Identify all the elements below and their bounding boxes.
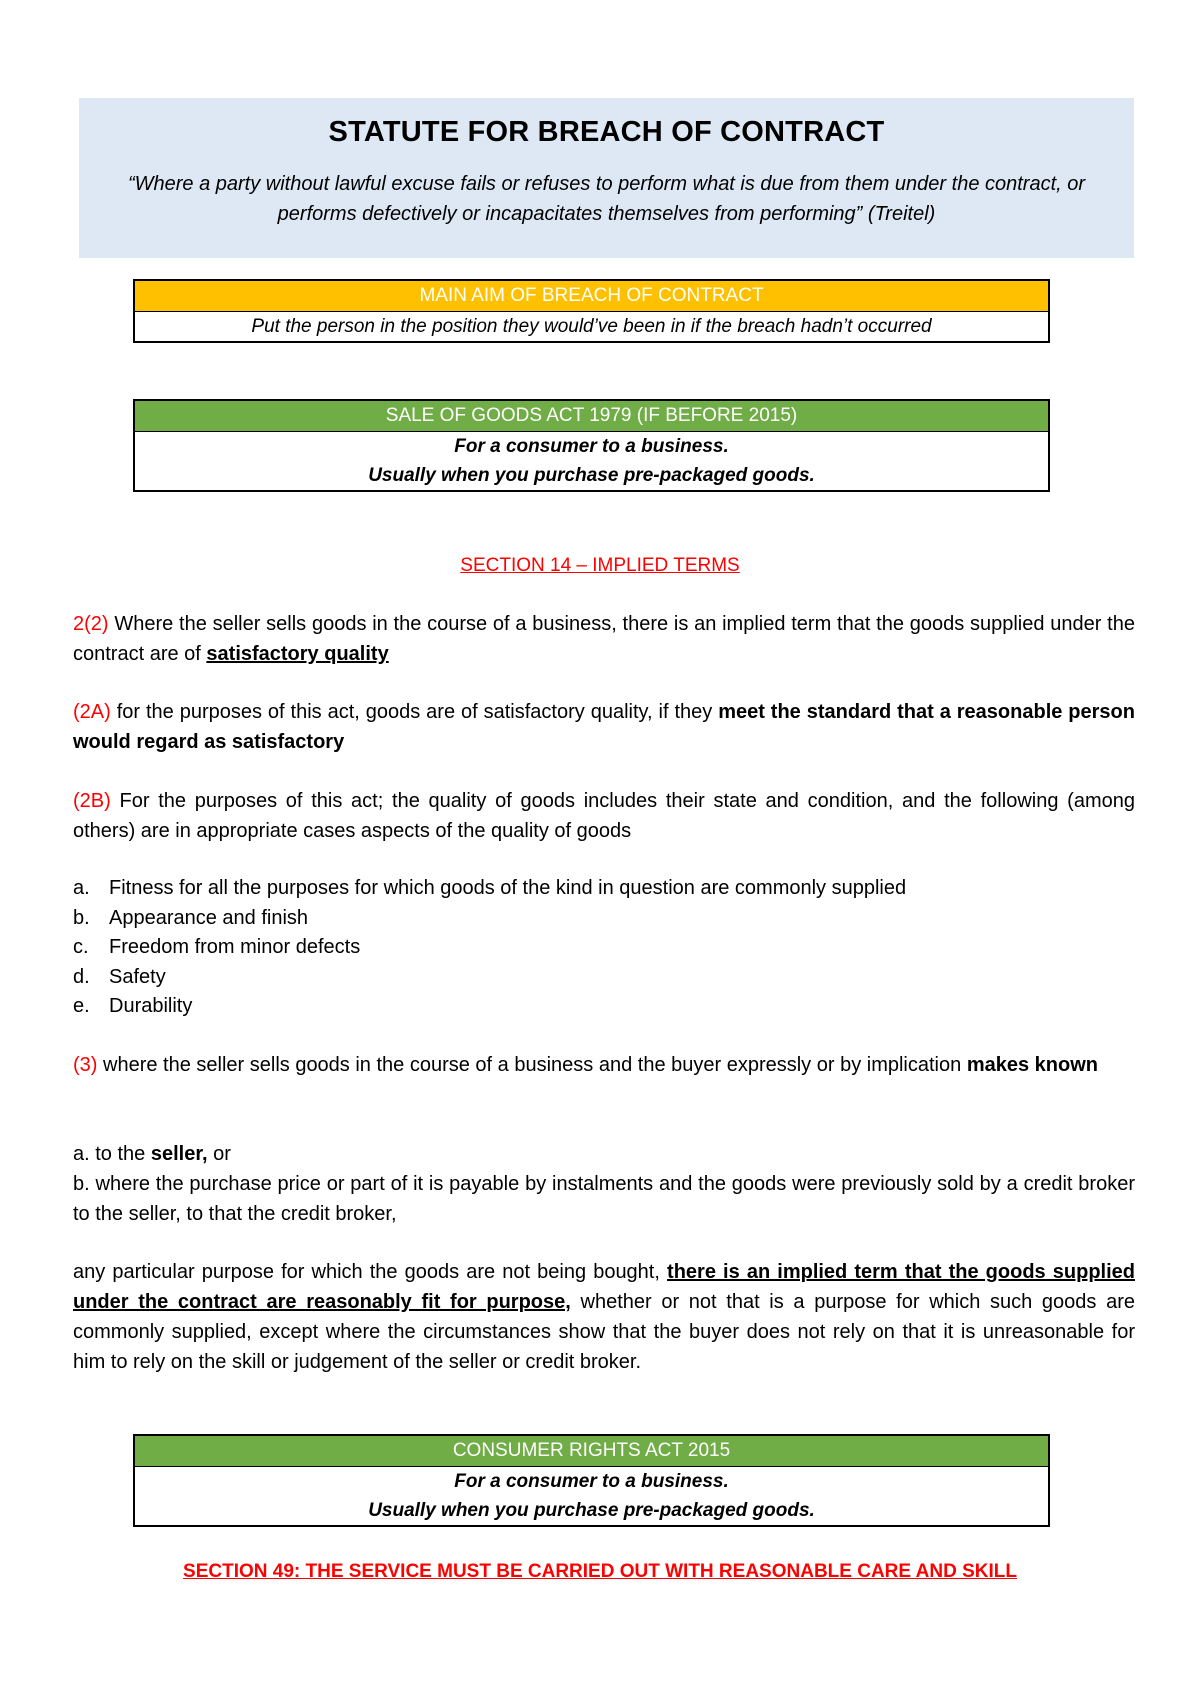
quality-aspects-list bbox=[73, 874, 1135, 1022]
sub-item-b: b. where the purchase price or part of it is payable by instalments and the goods were previously sold by a credit broker to the seller, to that the credit broker, bbox=[73, 1173, 1135, 1225]
para-2b bbox=[73, 786, 1135, 846]
main-aim-heading: MAIN AIM OF BREACH OF CONTRACT bbox=[135, 281, 1048, 312]
treitel-quote: “Where a party without lawful excuse fails or refuses to perform what is due from them under the contract, or performs defectively or incapacitates themselves from performing” (Treitel) bbox=[127, 173, 1086, 225]
para-2a-text: for the purposes of this act, goods are of satisfactory quality, if they bbox=[110, 701, 719, 723]
para-3-text: where the seller sells goods in the course of a business and the buyer expressly or by implication bbox=[97, 1054, 967, 1076]
main-aim-body: Put the person in the position they would’ve been in if the breach hadn’t occurred bbox=[251, 316, 932, 337]
sale-of-goods-heading: SALE OF GOODS ACT 1979 (IF BEFORE 2015) bbox=[135, 401, 1048, 432]
para-2a-number: (2A) bbox=[73, 701, 111, 723]
para-3-emphasis: makes known bbox=[966, 1054, 1098, 1076]
section14-heading: SECTION 14 – IMPLIED TERMS bbox=[460, 555, 740, 576]
para-3 bbox=[73, 1050, 1135, 1080]
consumer-rights-line1: For a consumer to a business. bbox=[454, 1471, 729, 1492]
document-title: STATUTE FOR BREACH OF CONTRACT bbox=[328, 116, 885, 148]
para-2b-text: For the purposes of this act; the quality of goods includes their state and condition, and the following (among others) are in appropriate cases aspects of the quality of goods bbox=[73, 790, 1135, 842]
sale-of-goods-table bbox=[133, 399, 1050, 492]
para-2a bbox=[73, 697, 1135, 757]
para-3-number: (3) bbox=[73, 1054, 98, 1076]
sale-of-goods-line2: Usually when you purchase pre-packaged goods. bbox=[368, 465, 815, 486]
consumer-rights-table bbox=[133, 1434, 1050, 1527]
header-box bbox=[79, 98, 1134, 258]
para-2-2-text: Where the seller sells goods in the course of a business, there is an implied term that the goods supplied under the contract are of bbox=[73, 613, 1135, 665]
para-2-2-number: 2(2) bbox=[73, 613, 109, 635]
list-item: c. Freedom from minor defects bbox=[73, 936, 361, 958]
main-aim-table bbox=[133, 279, 1050, 343]
para-2b-number: (2B) bbox=[73, 790, 111, 812]
final-paragraph-emphasis: there is an implied term that the goods supplied under the contract are reasonably fit for purpose, bbox=[73, 1261, 1135, 1313]
list-item: d. Safety bbox=[73, 965, 166, 988]
list-item: b. Appearance and finish bbox=[73, 906, 309, 929]
sub-item-a: a. to the seller, or bbox=[73, 1143, 231, 1165]
list-item: a. Fitness for all the purposes for which goods of the kind in question are commonly supplied bbox=[73, 877, 907, 899]
section49-heading: SECTION 49: THE SERVICE MUST BE CARRIED OUT WITH REASONABLE CARE AND SKILL bbox=[183, 1561, 1017, 1582]
consumer-rights-heading: CONSUMER RIGHTS ACT 2015 bbox=[135, 1436, 1048, 1467]
para-2a-emphasis: meet the standard that a reasonable person would regard as satisfactory bbox=[73, 701, 1135, 753]
final-paragraph: any particular purpose for which the goods are not being bought, there is an implied term that the goods supplied under the contract are reasonably fit for purpose, whether or not that is a purpose for which such goods are commonly supplied, except where the circumstances show that the buyer does not rely on that it is unreasonable for him to rely on the skill or judgement of the seller or credit broker. bbox=[73, 1261, 1135, 1373]
consumer-rights-line2: Usually when you purchase pre-packaged goods. bbox=[368, 1500, 815, 1521]
para-2-2 bbox=[73, 609, 1135, 669]
para-2-2-emphasis: satisfactory quality bbox=[206, 643, 389, 665]
sale-of-goods-line1: For a consumer to a business. bbox=[454, 436, 729, 457]
list-item: e. Durability bbox=[73, 995, 193, 1017]
